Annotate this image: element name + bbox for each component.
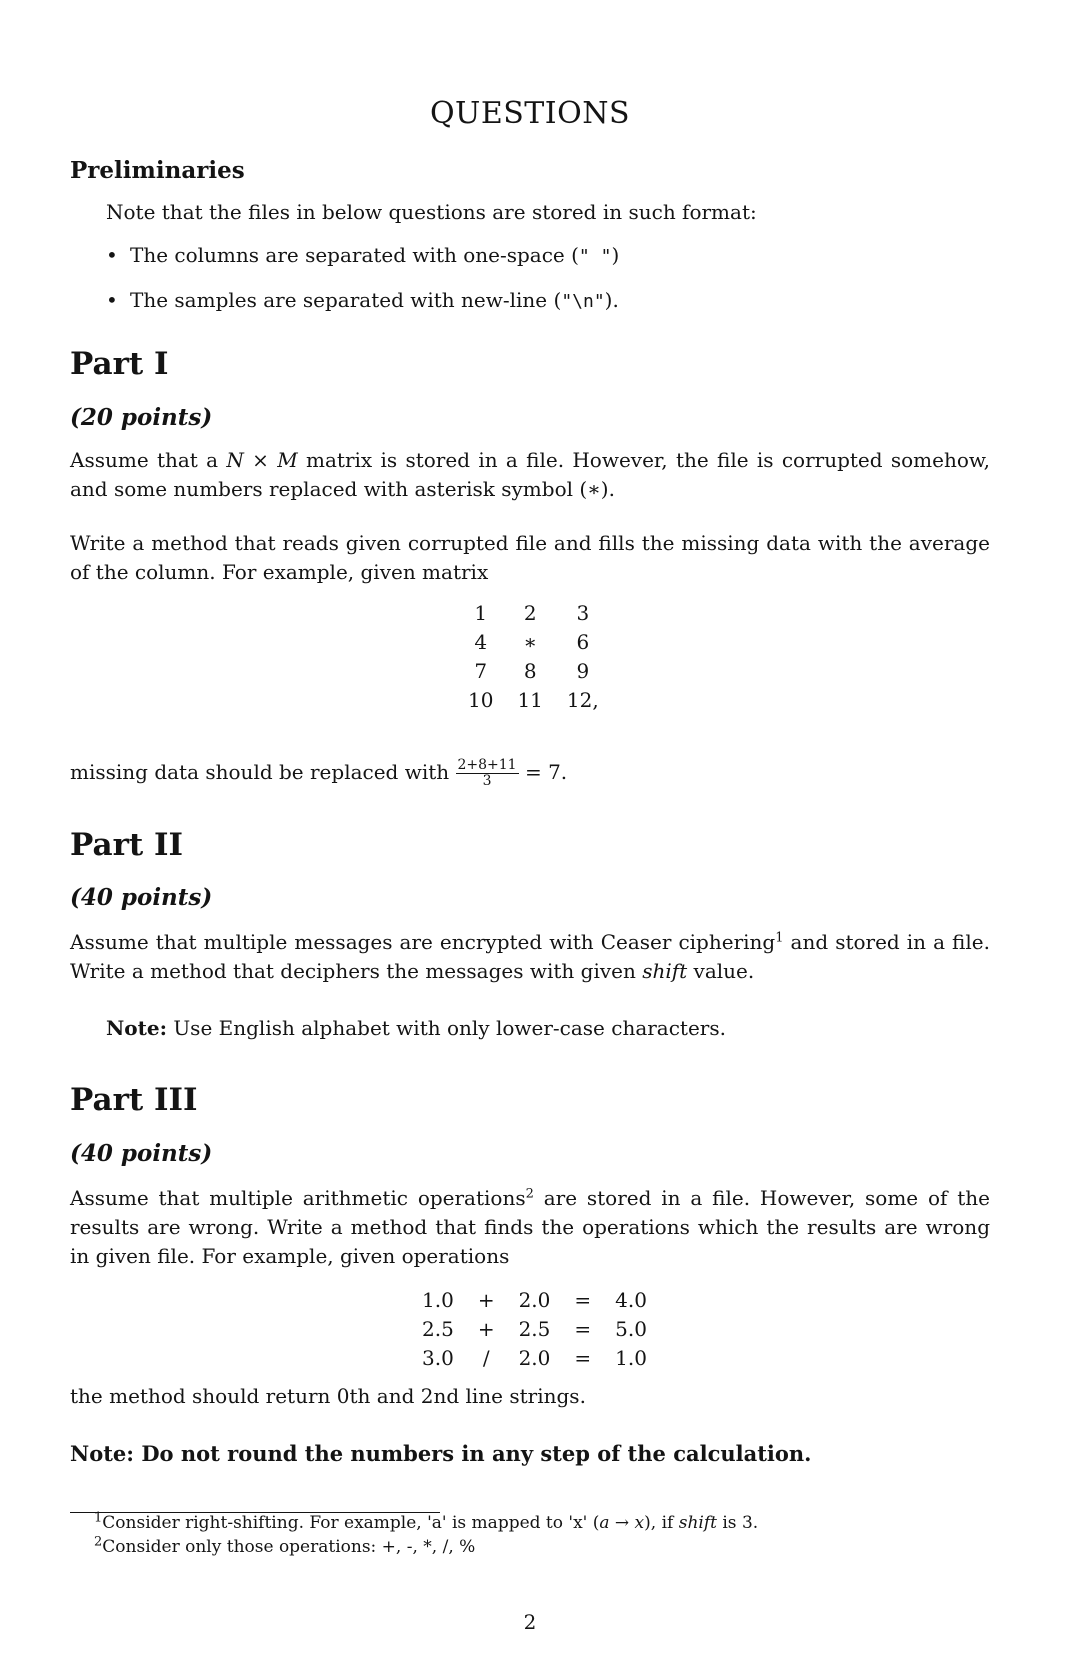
matrix-row (456, 685, 611, 714)
matrix-row (456, 656, 611, 685)
part2-heading: Part II (70, 827, 184, 863)
example-matrix (456, 598, 611, 714)
operation-row-cell: 2.0 (518, 1287, 551, 1312)
matrix-row-cell: 2 (523, 600, 537, 625)
part2-paragraph: Assume that multiple messages are encrypted with Ceaser ciphering$^1$ and stored in a file. Write a method that deciphers the messages with given shift value. (70, 930, 990, 983)
footnote-2: $^2$Consider only those operations: +, -, *, /, % (94, 1534, 476, 1557)
bullet-dot: • (106, 243, 118, 267)
part1-heading: Part I (70, 346, 169, 382)
operation-row (410, 1285, 659, 1314)
operation-row-cell: = (574, 1287, 592, 1312)
matrix-row-cell: 7 (474, 658, 488, 683)
operation-row-cell: 2.5 (422, 1316, 454, 1341)
operation-row-cell: 1.0 (422, 1287, 454, 1312)
matrix-row-cell: ∗ (523, 629, 537, 654)
operation-row (410, 1314, 659, 1343)
matrix-row-cell: 3 (576, 600, 590, 625)
part1-paragraph-2: Write a method that reads given corrupted file and fills the missing data with the average of the column. For example, given matrix (70, 531, 990, 584)
operations-table (410, 1285, 659, 1372)
operation-row-cell: + (477, 1287, 495, 1312)
bullet-columns: • The columns are separated with one-space (" ") (106, 243, 620, 267)
footnote-1: $^1$Consider right-shifting. For example, 'a' is mapped to 'x' (a → x), if shift is 3. (94, 1510, 759, 1533)
matrix-row-cell: 4 (474, 629, 488, 654)
part3-points: (40 points) (70, 1140, 213, 1167)
matrix-row (456, 627, 611, 656)
part3-heading: Part III (70, 1082, 198, 1118)
bullet-dot: • (106, 288, 118, 312)
preliminaries-heading: Preliminaries (70, 157, 245, 184)
operation-row-cell: 4.0 (615, 1287, 647, 1312)
matrix-row (456, 598, 611, 627)
bullet-samples: • The samples are separated with new-line ("\n"). (106, 288, 619, 312)
matrix-row-cell: 9 (576, 658, 590, 683)
operation-row-cell: = (574, 1345, 592, 1370)
part2-note: Note: Use English alphabet with only lower-case characters. (106, 1016, 726, 1040)
operation-row-cell: + (477, 1316, 495, 1341)
part2-points: (40 points) (70, 884, 213, 911)
operation-row-cell: 5.0 (615, 1316, 647, 1341)
part1-paragraph-1: Assume that a N × M matrix is stored in a file. However, the file is corrupted somehow, and some numbers replaced with asterisk symbol (∗). (70, 448, 991, 501)
page-number: 2 (523, 1610, 537, 1634)
footnote-ref-1: 1 (775, 930, 784, 946)
part1-result: missing data should be replaced with $\frac{2+8+11}{3}$ = 7. (70, 757, 568, 789)
part3-paragraph: Assume that multiple arithmetic operations$^2$ are stored in a file. However, some of the results are wrong. Write a method that finds the operations which the results are wrong in given file. For example, given operations (70, 1186, 990, 1268)
matrix-row-cell: 11 (517, 687, 543, 712)
matrix-row-cell: 6 (576, 629, 590, 654)
matrix-row-cell: 1 (474, 600, 488, 625)
operation-row-cell: 1.0 (615, 1345, 647, 1370)
matrix-row-cell: 12, (566, 687, 599, 712)
average-fraction: $\frac{2+8+11}{3}$ (457, 757, 517, 789)
footnote-ref-2: 2 (525, 1186, 534, 1202)
page-title: QUESTIONS (429, 96, 631, 131)
operation-row-cell: = (574, 1316, 592, 1341)
part1-points: (20 points) (70, 404, 213, 431)
operation-row-cell: 2.0 (518, 1345, 551, 1370)
part3-result: the method should return 0th and 2nd line strings. (70, 1384, 586, 1408)
part3-note: Note: Do not round the numbers in any step of the calculation. (70, 1441, 812, 1466)
operation-row-cell: 3.0 (422, 1345, 454, 1370)
preliminaries-intro: Note that the files in below questions are stored in such format: (106, 200, 757, 224)
matrix-row-cell: 10 (468, 687, 494, 712)
operation-row (410, 1343, 659, 1372)
operation-row-cell: / (482, 1345, 490, 1370)
operation-row-cell: 2.5 (518, 1316, 551, 1341)
matrix-row-cell: 8 (523, 658, 537, 683)
